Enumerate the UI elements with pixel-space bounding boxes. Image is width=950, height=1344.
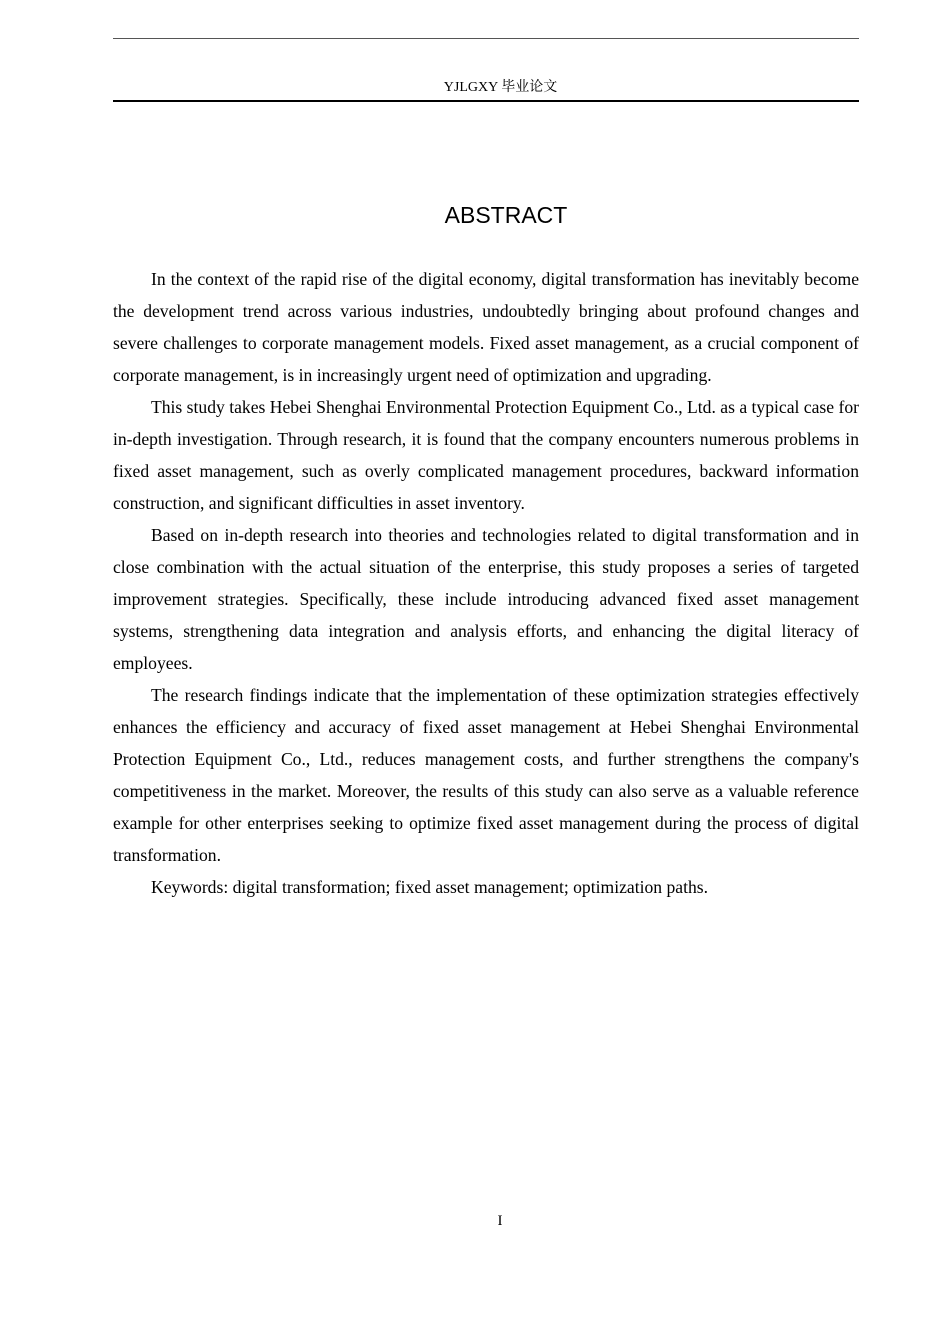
header-top-rule xyxy=(113,38,859,39)
running-header: YJLGXY 毕业论文 xyxy=(443,80,558,95)
abstract-paragraph: The research findings indicate that the implementation of these optimization strategies effectively enhances the efficiency and accuracy of fixed asset management at Hebei Shenghai Environmental Protection Equipment Co., Ltd., reduces management costs, and further strengthens the company's competitiveness in the market. Moreover, the results of this study can also serve as a valuable reference example for other enterprises seeking to optimize fixed asset management during the process of digital transformation. xyxy=(113,685,859,865)
abstract-paragraph: Based on in-depth research into theories and technologies related to digital transformation and in close combination with the actual situation of the enterprise, this study proposes a series of targeted improvement strategies. Specifically, these include introducing advanced fixed asset management systems, strengthening data integration and analysis efforts, and enhancing the digital literacy of employees. xyxy=(113,525,859,673)
abstract-paragraph: This study takes Hebei Shenghai Environmental Protection Equipment Co., Ltd. as a typical case for in-depth investigation. Through research, it is found that the company encounters numerous problems in fixed asset management, such as overly complicated management procedures, backward information construction, and significant difficulties in asset inventory. xyxy=(113,397,859,513)
abstract-title: ABSTRACT xyxy=(444,202,568,228)
abstract-body xyxy=(113,263,859,903)
header-bottom-rule xyxy=(113,100,859,102)
keywords-line: Keywords: digital transformation; fixed asset management; optimization paths. xyxy=(151,877,709,897)
page-number: I xyxy=(497,1213,503,1229)
abstract-paragraph: In the context of the rapid rise of the digital economy, digital transformation has inevitably become the development trend across various industries, undoubtedly bringing about profound changes and severe challenges to corporate management models. Fixed asset management, as a crucial component of corporate management, is in increasingly urgent need of optimization and upgrading. xyxy=(113,269,859,385)
